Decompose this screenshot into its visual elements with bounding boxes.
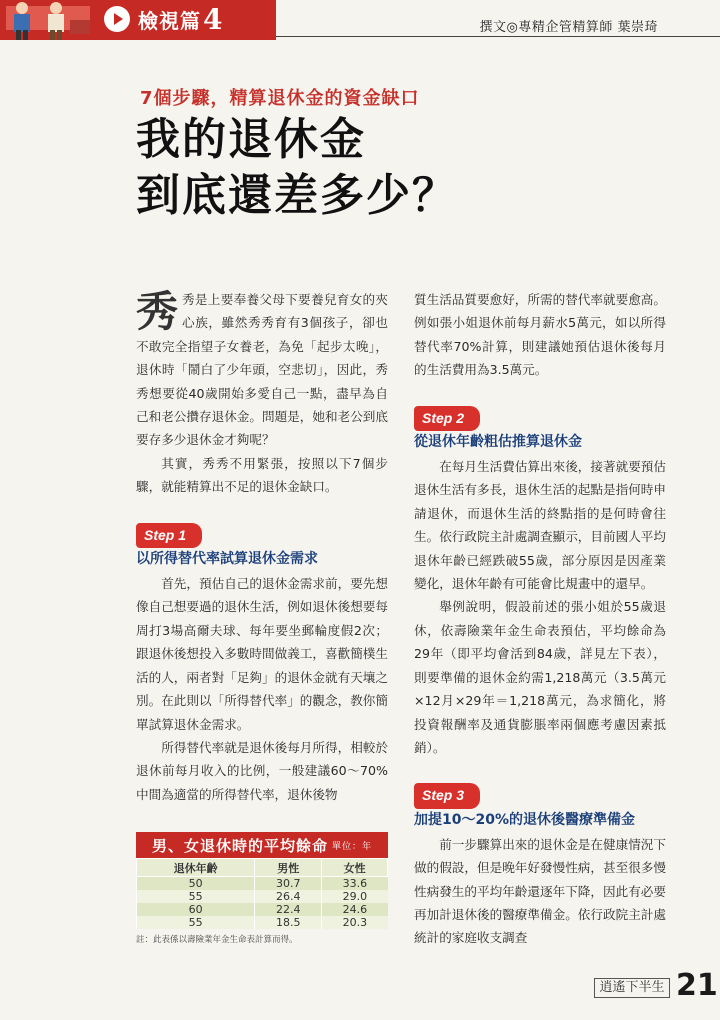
header-rule — [276, 36, 720, 37]
article-subtitle: 7個步驟，精算退休金的資金缺口 — [140, 88, 420, 109]
table-header-age: 退休年齡 — [137, 859, 255, 877]
table-note: 註：此表係以壽險業年金生命表計算而得。 — [136, 935, 298, 945]
section-label: 檢視篇 — [138, 8, 201, 33]
table-cell: 20.3 — [322, 916, 388, 929]
table-cell: 33.6 — [322, 877, 388, 891]
title-line-1: 我的退休金 — [136, 114, 366, 165]
table-cell: 60 — [137, 903, 255, 916]
life-expectancy-table — [136, 832, 388, 945]
section-number: 4 — [203, 2, 223, 36]
table-cell: 24.6 — [322, 903, 388, 916]
elderly-couple-illustration — [0, 0, 96, 40]
table-cell: 22.4 — [255, 903, 322, 916]
intro-paragraph-2: 其實，秀秀不用緊張，按照以下7個步驟，就能精算出不足的退休金缺口。 — [136, 455, 388, 495]
step-2-title: 從退休年齡粗估推算退休金 — [414, 434, 582, 451]
step-2-paragraph-1: 在每月生活費估算出來後，接著就要預估退休生活有多長，退休生活的起點是指何時申請退休，而退休生活的終點指的是何時會往生。依行政院主計處調查顯示，目前國人平均退休年齡已經跌破55歲，部分原因是因產業變化，退休年齡有可能會比規畫中的還早。 — [414, 459, 666, 592]
step-3-title: 加提10～20%的退休後醫療準備金 — [414, 811, 635, 828]
left-column — [136, 288, 388, 806]
page-number: 21 — [676, 968, 718, 1003]
intro-paragraph-1 — [136, 288, 388, 452]
table-cell: 30.7 — [255, 877, 322, 891]
step-1-paragraph-1: 首先，預估自己的退休金需求前，要先想像自己想要過的退休生活，例如退休後想要每周打3場高爾夫球、每年要坐郵輪度假2次；跟退休後想投入多數時間做義工，喜歡簡樸生活的人，兩者對「足夠」的退休金就有天壤之別。在此則以「所得替代率」的觀念，教你簡單試算退休金需求。 — [136, 576, 388, 732]
step-2-badge: Step 2 — [414, 406, 480, 431]
table-title-bar — [136, 832, 388, 858]
step-3-badge: Step 3 — [414, 783, 480, 808]
table-cell: 55 — [137, 916, 255, 929]
table-header-female: 女性 — [322, 859, 388, 877]
intro-text-1: 秀是上要奉養父母下要養兒育女的夾心族，雖然秀秀育有3個孩子，卻也不敢完全指望子女養老，為免「起步太晚」，退休時「鬧白了少年頭，空悲切」，因此，秀秀想要從40歲開始多愛自己一點，盡早為自己和老公攢存退休金。問題是，她和老公到底要存多少退休金才夠呢？ — [136, 292, 388, 448]
table-row — [137, 890, 388, 903]
title-line-2: 到底還差多少？ — [136, 170, 458, 221]
table-row — [137, 916, 388, 929]
step-2-paragraph-2: 舉例說明，假設前述的張小姐於55歲退休，依壽險業年金生命表預估，平均餘命為29年（即平均會活到84歲，詳見左下表），則要準備的退休金約需1,218萬元（3.5萬元×12月×29年＝1,218萬元，為求簡化，將投資報酬率及通貨膨脹率兩個應考慮因素抵銷）。 — [414, 599, 666, 755]
table-title: 男、女退休時的平均餘命 — [151, 836, 328, 855]
table-cell: 55 — [137, 890, 255, 903]
byline: 撰文◎專精企管精算師 葉崇琦 — [479, 20, 658, 35]
step-1-title: 以所得替代率試算退休金需求 — [136, 551, 318, 568]
step-1-paragraph-2: 所得替代率就是退休後每月所得，相較於退休前每月收入的比例，一般建議60～70%中間為適當的所得替代率，退休後物 — [136, 739, 388, 802]
table-unit: 單位：年 — [332, 841, 373, 852]
table-cell: 29.0 — [322, 890, 388, 903]
right-paragraph-0: 質生活品質要愈好，所需的替代率就要愈高。例如張小姐退休前每月薪水5萬元，如以所得替代率70%計算，則建議她預估退休後每月的生活費用為3.5萬元。 — [414, 292, 666, 378]
table-cell: 26.4 — [255, 890, 322, 903]
play-icon — [104, 6, 130, 32]
table-cell: 50 — [137, 877, 255, 891]
dropcap: 秀 — [136, 287, 179, 336]
footer-section-label: 逍遙下半生 — [594, 978, 670, 998]
article-title — [136, 112, 458, 224]
section-badge — [96, 2, 272, 36]
step-3-paragraph-1: 前一步驟算出來的退休金是在健康情況下做的假設，但是晚年好發慢性病，甚至很多慢性病發生的平均年齡還逐年下降，因此有必要再加計退休後的醫療準備金。依行政院主計處統計的家庭收支調查 — [414, 836, 666, 946]
table-grid — [136, 858, 388, 929]
table-row — [137, 877, 388, 891]
table-header-male: 男性 — [255, 859, 322, 877]
table-row — [137, 903, 388, 916]
right-column — [414, 288, 666, 950]
step-1-badge: Step 1 — [136, 523, 202, 548]
table-cell: 18.5 — [255, 916, 322, 929]
